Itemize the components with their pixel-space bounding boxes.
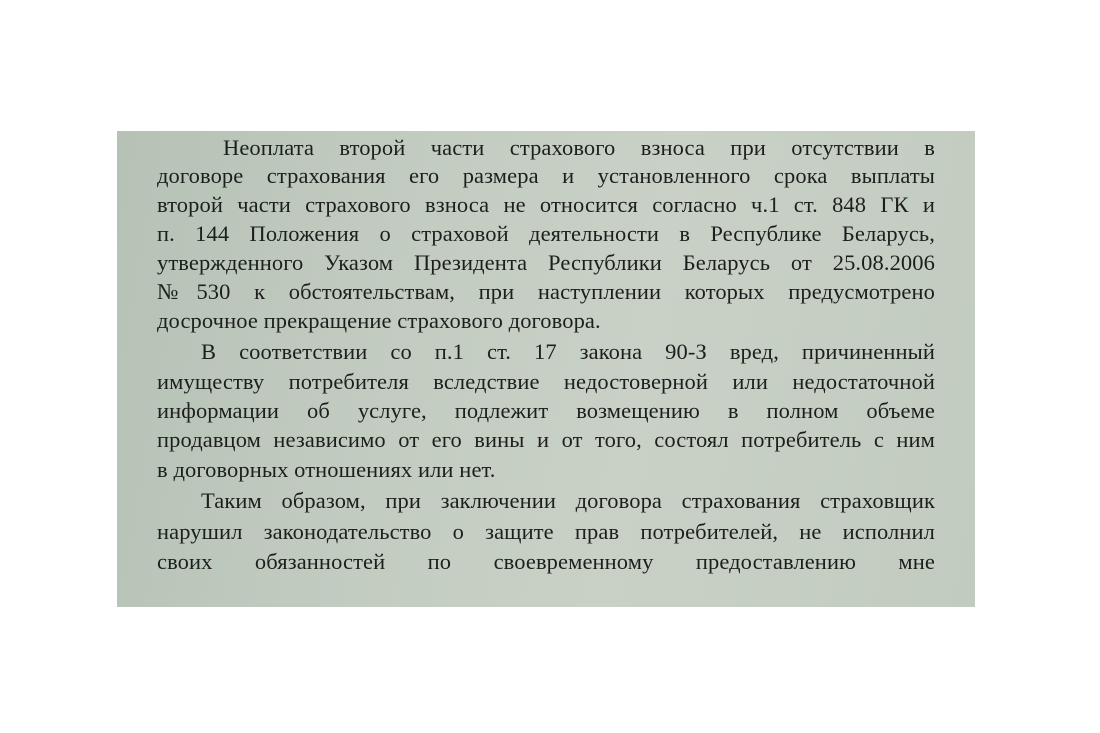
paragraph-2-line-3: информации об услуге, подлежит возмещению в полном объеме	[157, 398, 935, 423]
paragraph-1-line-7: досрочное прекращение страхового договора.	[157, 308, 601, 333]
paragraph-2-line-1: В соответствии со п.1 ст. 17 закона 90-З вред, причиненный	[201, 339, 935, 364]
paragraph-1-line-4: п. 144 Положения о страховой деятельности в Республике Беларусь,	[157, 221, 935, 246]
paragraph-3-line-3: своих обязанностей по своевременному предоставлению мне	[157, 549, 935, 574]
paragraph-2-line-2: имуществу потребителя вследствие недостоверной или недостаточной	[157, 369, 935, 394]
paragraph-1-line-5: утвержденного Указом Президента Республики Беларусь от 25.08.2006	[157, 250, 935, 275]
paragraph-3-line-1: Таким образом, при заключении договора страхования страховщик	[201, 488, 935, 513]
paragraph-1-line-2: договоре страхования его размера и установленного срока выплаты	[157, 163, 935, 188]
paragraph-2-line-4: продавцом независимо от его вины и от того, состоял потребитель с ним	[157, 427, 935, 452]
paragraph-2-line-5: в договорных отношениях или нет.	[157, 457, 496, 482]
paragraph-1-line-3: второй части страхового взноса не относится согласно ч.1 ст. 848 ГК и	[157, 192, 935, 217]
document-photo	[117, 131, 975, 607]
paragraph-1-line-6: №530 к обстоятельствам, при наступлении которых предусмотрено	[157, 279, 935, 304]
paragraph-1-line-1: Неоплата второй части страхового взноса при отсутствии в	[223, 135, 935, 160]
paragraph-3-line-2: нарушил законодательство о защите прав потребителей, не исполнил	[157, 519, 935, 544]
